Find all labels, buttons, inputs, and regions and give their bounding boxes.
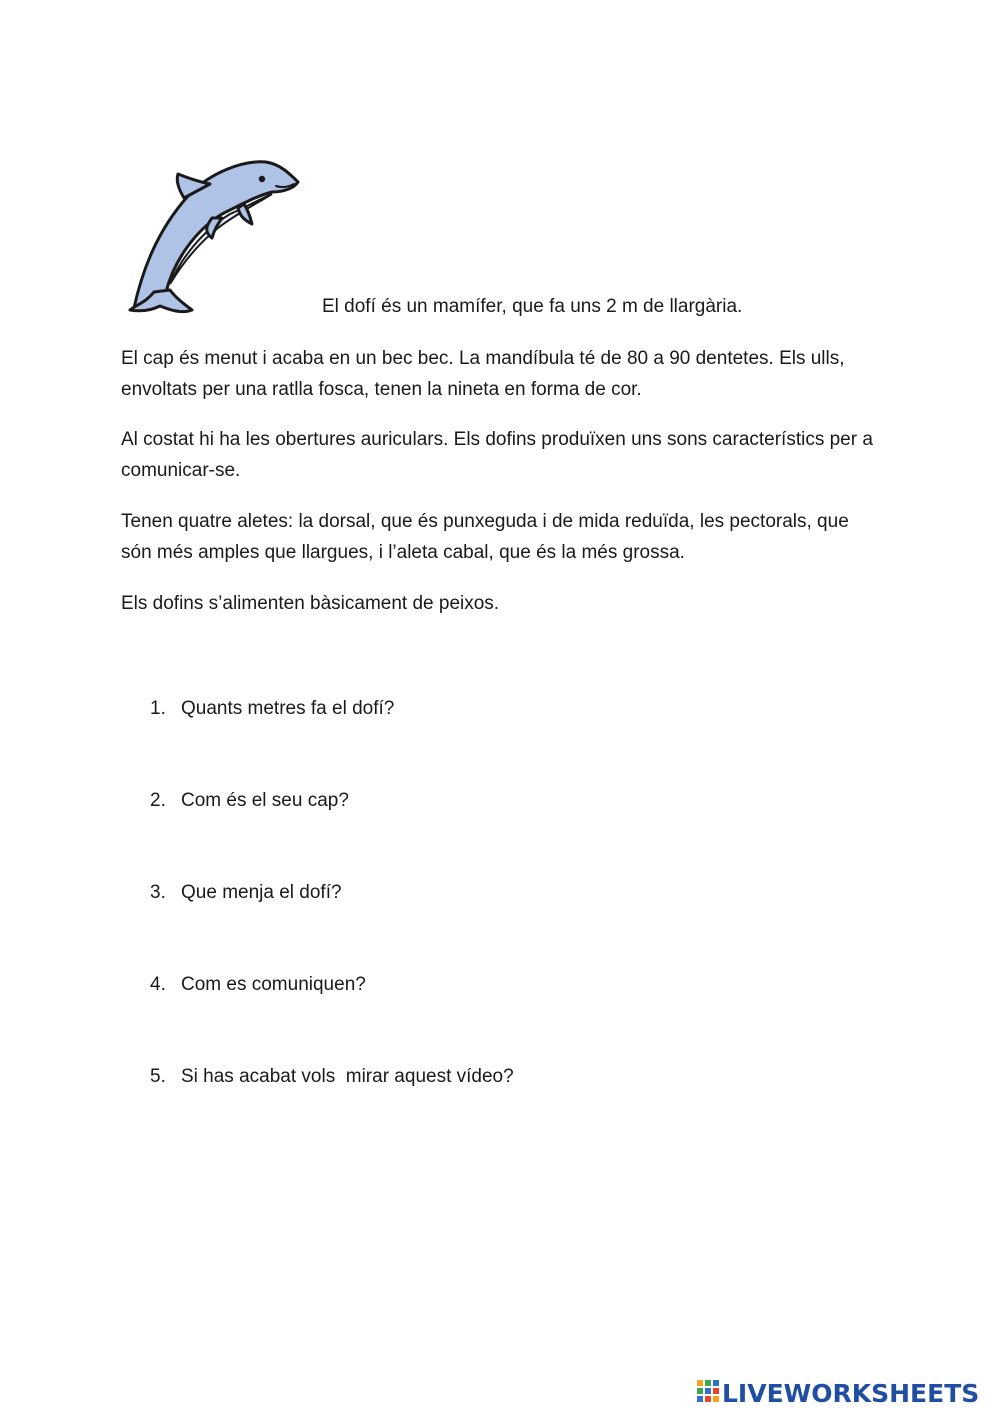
question-text: Quants metres fa el dofí?: [181, 698, 395, 719]
intro-sentence: El dofí és un mamífer, que fa uns 2 m de llargària.: [322, 296, 743, 317]
question-text: Que menja el dofí?: [181, 882, 342, 903]
paragraph-head-description: El cap és menut i acaba en un bec bec. La mandíbula té de 80 a 90 dentetes. Els ulls, envoltats per una ratlla fosca, tenen la nineta en forma de cor.: [121, 348, 845, 400]
question-number: 1.: [150, 698, 166, 719]
question-number: 2.: [150, 790, 166, 811]
paragraph-fins: Tenen quatre aletes: la dorsal, que és punxeguda i de mida reduïda, les pectorals, que són més amples que llargues, i l’aleta cabal, que és la més grossa.: [121, 511, 849, 563]
question-number: 4.: [150, 974, 166, 995]
question-text: Com es comuniquen?: [181, 974, 366, 995]
question-text: Com és el seu cap?: [181, 790, 349, 811]
question-number: 5.: [150, 1066, 166, 1087]
liveworksheets-brand: [697, 1376, 979, 1410]
liveworksheets-logo-icon: [697, 1380, 719, 1406]
question-item: [150, 788, 349, 814]
question-item: [150, 696, 394, 722]
question-item: [150, 880, 342, 906]
dolphin-icon: [126, 152, 304, 318]
paragraph-diet: Els dofins s’alimenten bàsicament de peixos.: [121, 593, 500, 614]
paragraph-ears-sounds: Al costat hi ha les obertures auriculars. Els dofins produïxen uns sons característics per a comunicar-se.: [121, 429, 873, 481]
question-item: [150, 972, 366, 998]
question-item: [150, 1064, 514, 1090]
question-text: Si has acabat vols mirar aquest vídeo?: [181, 1066, 514, 1087]
question-number: 3.: [150, 882, 166, 903]
brand-name: LIVEWORKSHEETS: [722, 1378, 980, 1408]
